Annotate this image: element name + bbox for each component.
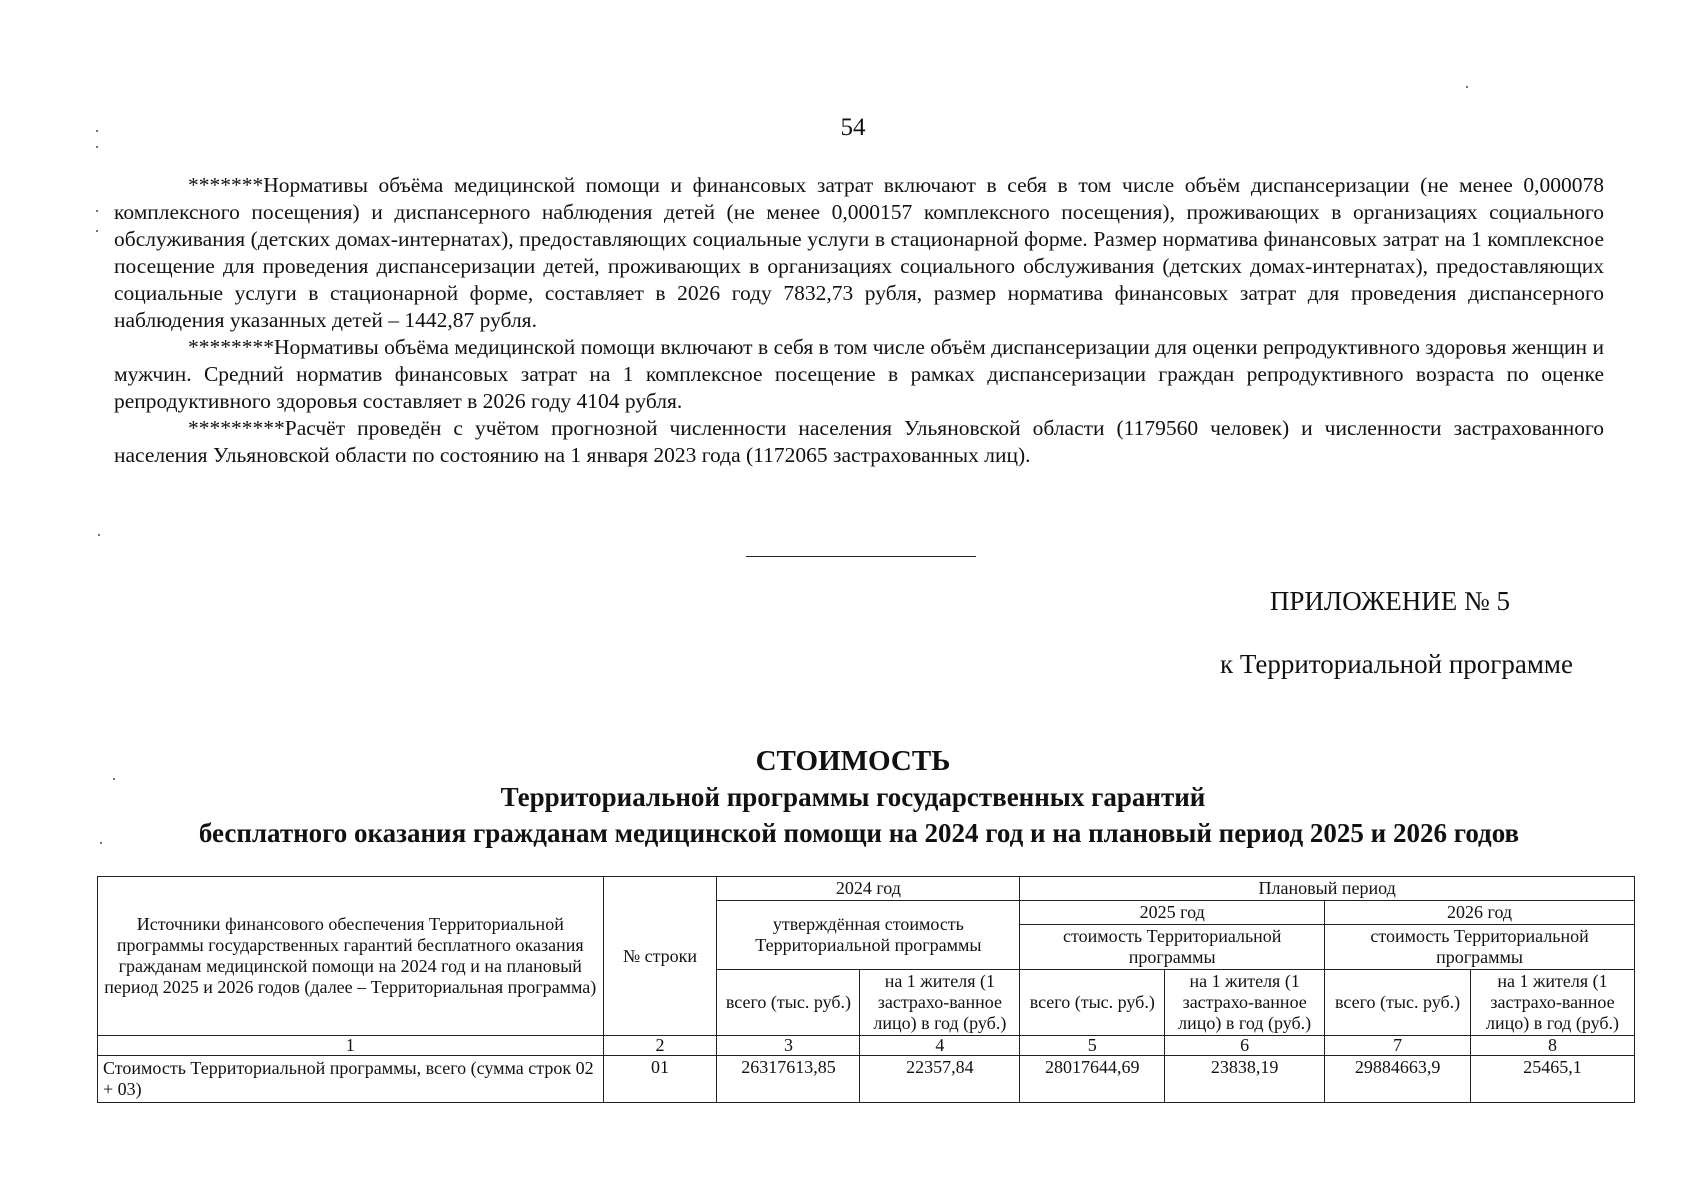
- column-number: 1: [98, 1036, 604, 1056]
- scan-speck: [96, 130, 98, 132]
- document-title-line-3: бесплатного оказания гражданам медицинской помощи на 2024 год и на плановый период 2025 и 2026 годов: [198, 818, 1520, 848]
- header-cost-2025: стоимость Территориальной программы: [1020, 925, 1325, 970]
- header-planned-period: Плановый период: [1020, 877, 1635, 901]
- header-cost-2026: стоимость Территориальной программы: [1325, 925, 1635, 970]
- table-row: [98, 1056, 1635, 1103]
- row-total-2024: 26317613,85: [717, 1056, 860, 1103]
- column-number: 7: [1325, 1036, 1471, 1056]
- column-numbers-row: [98, 1036, 1635, 1056]
- footnote-9-stars: *********Расчёт проведён с учётом прогнозной численности населения Ульяновской области (1179560 человек) и численности застрахованного населения Ульяновской области по состоянию на 1 января 2023 года (1172065 застрахованных лиц).: [114, 416, 1604, 467]
- row-per-resident-2026: 25465,1: [1471, 1056, 1635, 1103]
- row-total-2026: 29884663,9: [1325, 1056, 1471, 1103]
- row-source: Стоимость Территориальной программы, всего (сумма строк 02 + 03): [98, 1056, 604, 1103]
- page-number: 54: [840, 114, 866, 141]
- header-year-2024: 2024 год: [717, 877, 1020, 901]
- header-approved-cost: утверждённая стоимость Территориальной программы: [717, 901, 1020, 970]
- row-per-resident-2024: 22357,84: [860, 1056, 1020, 1103]
- column-number: 4: [860, 1036, 1020, 1056]
- header-total-2026: всего (тыс. руб.): [1325, 970, 1471, 1036]
- column-number: 3: [717, 1036, 860, 1056]
- footnote-8-stars: ********Нормативы объёма медицинской помощи включают в себя в том числе объём диспансеризации для оценки репродуктивного здоровья женщин и мужчин. Средний норматив финансовых затрат на 1 комплексное посещение в рамках диспансеризации граждан репродуктивного возраста по оценке репродуктивного здоровья составляет в 2026 году 4104 рубля.: [114, 335, 1604, 413]
- footnote-7-stars: *******Нормативы объёма медицинской помощи и финансовых затрат включают в себя в том числе объём диспансеризации (не менее 0,000078 комплексного посещения) и диспансерного наблюдения детей (не менее 0,000157 комплексного посещения), проживающих в организациях социального обслуживания (детских домах-интернатах), предоставляющих социальные услуги в стационарной форме. Размер норматива финансовых затрат на 1 комплексное посещение для проведения диспансеризации детей, проживающих в организациях социального обслуживания (детских домах-интернатах), предоставляющих социальные услуги в стационарной форме, составляет в 2026 году 7832,73 рубля, размер норматива финансовых затрат для проведения диспансерного наблюдения указанных детей – 1442,87 рубля.: [114, 173, 1604, 332]
- column-number: 5: [1020, 1036, 1165, 1056]
- row-number: 01: [603, 1056, 717, 1103]
- table-header-row: [98, 877, 1635, 901]
- header-per-resident-2025: на 1 жителя (1 застрахо-ванное лицо) в год (руб.): [1165, 970, 1325, 1036]
- column-number: 6: [1165, 1036, 1325, 1056]
- scan-speck: [98, 534, 100, 536]
- column-number: 2: [603, 1036, 717, 1056]
- header-year-2025: 2025 год: [1020, 901, 1325, 925]
- header-per-resident-2024: на 1 жителя (1 застрахо-ванное лицо) в год (руб.): [860, 970, 1020, 1036]
- header-sources: Источники финансового обеспечения Территориальной программы государственных гарантий бесплатного оказания гражданам медицинской помощи на 2024 год и на плановый период 2025 и 2026 годов (далее – Территориальная программа): [98, 877, 604, 1036]
- appendix-title: ПРИЛОЖЕНИЕ № 5: [1269, 586, 1510, 616]
- document-title: [0, 743, 1706, 851]
- header-year-2026: 2026 год: [1325, 901, 1635, 925]
- header-total-2025: всего (тыс. руб.): [1020, 970, 1165, 1036]
- scan-speck: [1466, 86, 1468, 88]
- row-per-resident-2025: 23838,19: [1165, 1056, 1325, 1103]
- appendix-subtitle: к Территориальной программе: [1220, 649, 1573, 679]
- document-title-line-2: Территориальной программы государственных гарантий: [500, 782, 1206, 812]
- scan-speck: [96, 210, 98, 212]
- scan-speck: [100, 842, 102, 844]
- header-total-2024: всего (тыс. руб.): [717, 970, 860, 1036]
- scan-speck: [113, 778, 115, 780]
- column-number: 8: [1471, 1036, 1635, 1056]
- header-row-number: № строки: [603, 877, 717, 1036]
- footnotes: [114, 172, 1604, 469]
- cost-table: [97, 876, 1635, 1103]
- row-total-2025: 28017644,69: [1020, 1056, 1165, 1103]
- section-divider: [746, 556, 976, 557]
- document-title-line-1: СТОИМОСТЬ: [755, 745, 951, 777]
- header-per-resident-2026: на 1 жителя (1 застрахо-ванное лицо) в год (руб.): [1471, 970, 1635, 1036]
- scan-speck: [96, 146, 98, 148]
- scan-speck: [96, 230, 98, 232]
